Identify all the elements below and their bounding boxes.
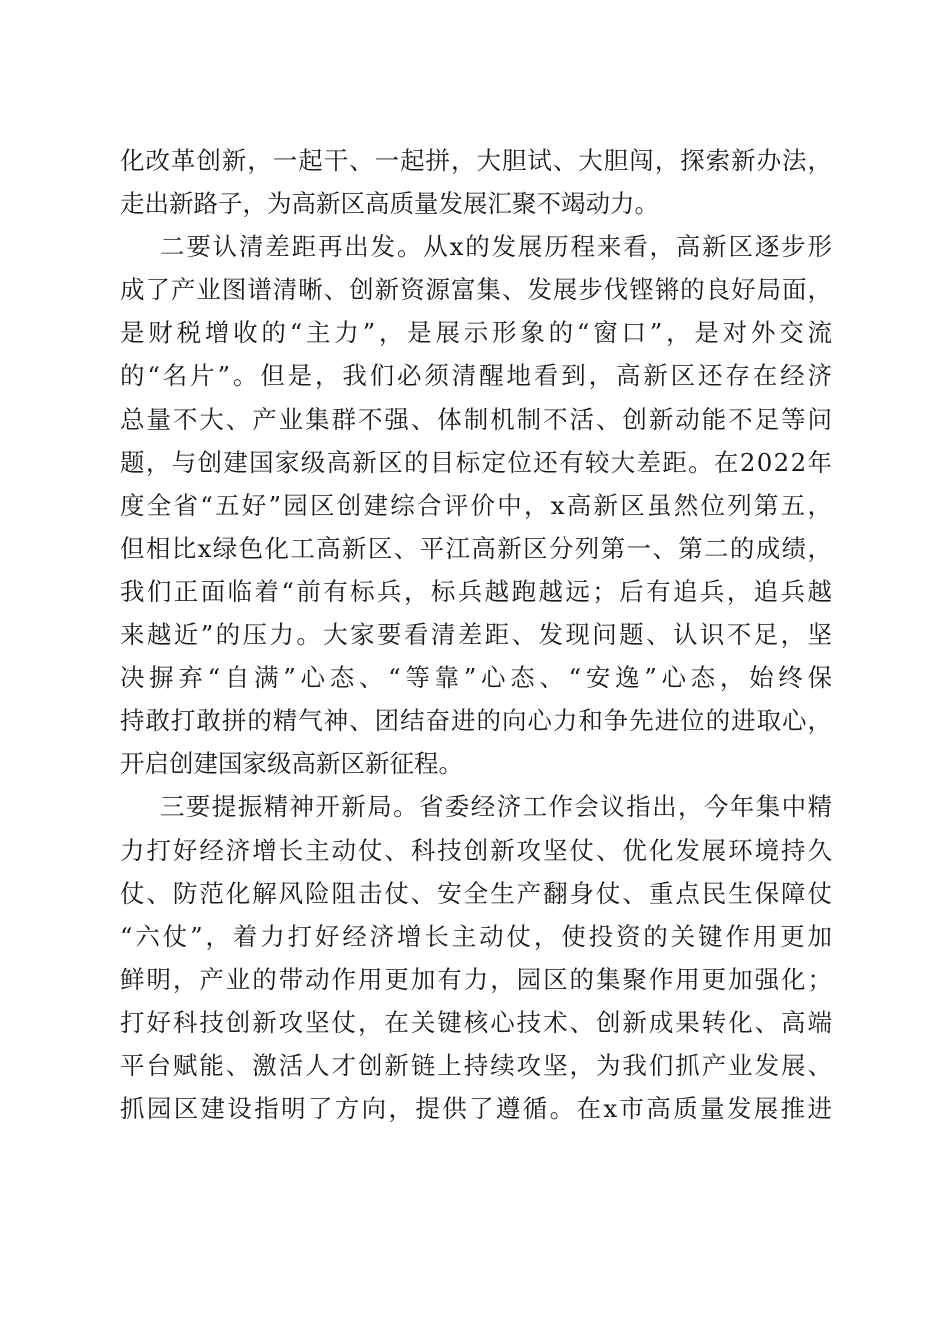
text-line	[120, 139, 832, 182]
text-line	[120, 699, 832, 742]
text-line	[120, 527, 832, 570]
text-line	[120, 1087, 835, 1130]
text-line	[120, 354, 835, 397]
line-text: 走出新路子，为高新区高质量发展汇聚不竭动力。	[120, 189, 659, 219]
text-line	[120, 1001, 832, 1044]
text-line	[120, 570, 835, 613]
line-text: 三要提振精神开新局。省委经济工作会议指出，今年集中精	[160, 792, 834, 822]
line-text: 持敢打敢拼的精气神、团结奋进的向心力和争先进位的进取心，	[120, 706, 833, 736]
text-line	[120, 656, 837, 699]
line-text: 的“名片”。但是，我们必须清醒地看到，高新区还存在经济	[120, 361, 835, 391]
line-text: 度全省“五好”园区创建综合评价中，x高新区虽然位列第五，	[120, 490, 835, 520]
line-text: 打好科技创新攻坚仗，在关键核心技术、创新成果转化、高端	[120, 1007, 834, 1037]
line-text: 但相比x绿色化工高新区、平江高新区分列第一、第二的成绩，	[120, 533, 834, 563]
text-line	[120, 872, 832, 915]
line-text: 题，与创建国家级高新区的目标定位还有较大差距。在2022年	[120, 447, 834, 477]
text-line	[120, 742, 832, 785]
line-text: 是财税增收的“主力”，是展示形象的“窗口”，是对外交流	[120, 318, 836, 348]
text-line	[120, 915, 835, 958]
text-line	[120, 182, 832, 225]
text-line	[120, 829, 832, 872]
paragraph-start-line	[120, 225, 832, 268]
line-text: 化改革创新，一起干、一起拼，大胆试、大胆闯，探索新办法，	[120, 146, 833, 175]
line-text: 开启创建国家级高新区新征程。	[120, 749, 463, 779]
line-text: “六仗”，着力打好经济增长主动仗，使投资的关键作用更加	[120, 921, 835, 951]
text-line	[120, 958, 832, 1001]
line-text: 仗、防范化解风险阻击仗、安全生产翻身仗、重点民生保障仗	[120, 878, 834, 908]
text-line	[120, 484, 835, 527]
line-text: 力打好经济增长主动仗、科技创新攻坚仗、优化发展环境持久	[120, 835, 834, 865]
text-line	[120, 311, 836, 354]
line-text: 成了产业图谱清晰、创新资源富集、发展步伐铿锵的良好局面，	[120, 275, 833, 305]
line-text: 我们正面临着“前有标兵，标兵越跑越远；后有追兵，追兵越	[120, 576, 835, 606]
paragraph-start-line	[120, 785, 832, 828]
line-text: 总量不大、产业集群不强、体制机制不活、创新动能不足等问	[120, 404, 834, 434]
document-body	[120, 139, 837, 1130]
text-line	[120, 613, 835, 656]
line-text: 抓园区建设指明了方向，提供了遵循。在x市高质量发展推进	[120, 1094, 835, 1124]
text-line	[120, 441, 832, 484]
text-line	[120, 268, 832, 311]
line-text: 二要认清差距再出发。从x的发展历程来看，高新区逐步形	[160, 232, 834, 262]
text-line	[120, 398, 832, 441]
line-text: 平台赋能、激活人才创新链上持续攻坚，为我们抓产业发展、	[120, 1050, 834, 1080]
line-text: 决摒弃“自满”心态、“等靠”心态、“安逸”心态，始终保	[120, 663, 837, 693]
line-text: 鲜明，产业的带动作用更加有力，园区的集聚作用更加强化；	[120, 964, 834, 994]
text-line	[120, 1044, 832, 1087]
line-text: 来越近”的压力。大家要看清差距、发现问题、认识不足，坚	[120, 620, 835, 650]
